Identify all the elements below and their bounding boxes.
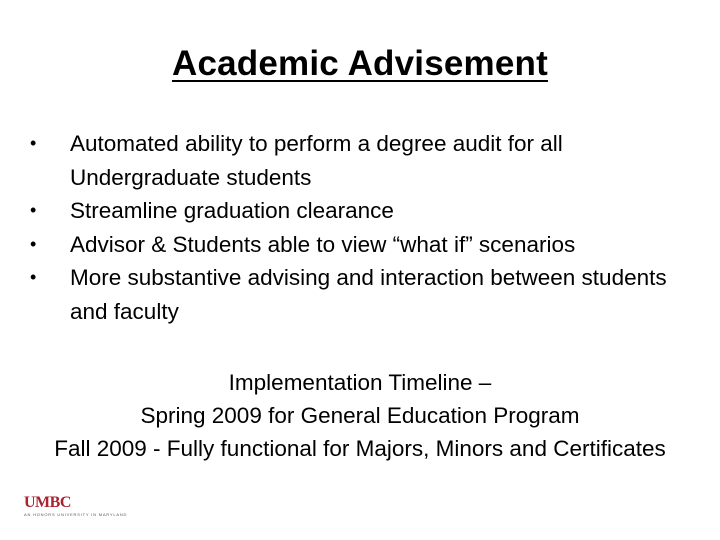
timeline-spring-2009: Spring 2009 for General Education Program xyxy=(140,403,580,428)
bullet-list xyxy=(30,127,670,329)
umbc-logo xyxy=(24,495,142,519)
bullet-item xyxy=(30,127,670,194)
bullet-icon: • xyxy=(30,233,37,254)
bullet-text: Automated ability to perform a degree audit for all Undergraduate students xyxy=(70,131,563,190)
implementation-timeline xyxy=(40,366,680,465)
bullet-item xyxy=(30,194,670,228)
logo-wordmark: UMBC xyxy=(24,494,71,511)
bullet-text: More substantive advising and interaction between students and faculty xyxy=(70,265,667,324)
slide-title: Academic Advisement xyxy=(172,44,548,83)
bullet-text: Advisor & Students able to view “what if” scenarios xyxy=(70,231,576,257)
timeline-heading: Implementation Timeline – xyxy=(228,370,492,395)
bullet-item xyxy=(30,228,670,262)
timeline-fall-2009: Fall 2009 - Fully functional for Majors, Minors and Certificates xyxy=(54,436,666,461)
bullet-icon: • xyxy=(30,133,37,153)
bullet-item xyxy=(30,261,670,328)
bullet-text: Streamline graduation clearance xyxy=(70,198,394,224)
bullet-icon: • xyxy=(30,200,37,221)
bullet-icon: • xyxy=(30,267,37,288)
logo-tagline: AN HONORS UNIVERSITY IN MARYLAND xyxy=(24,512,128,517)
